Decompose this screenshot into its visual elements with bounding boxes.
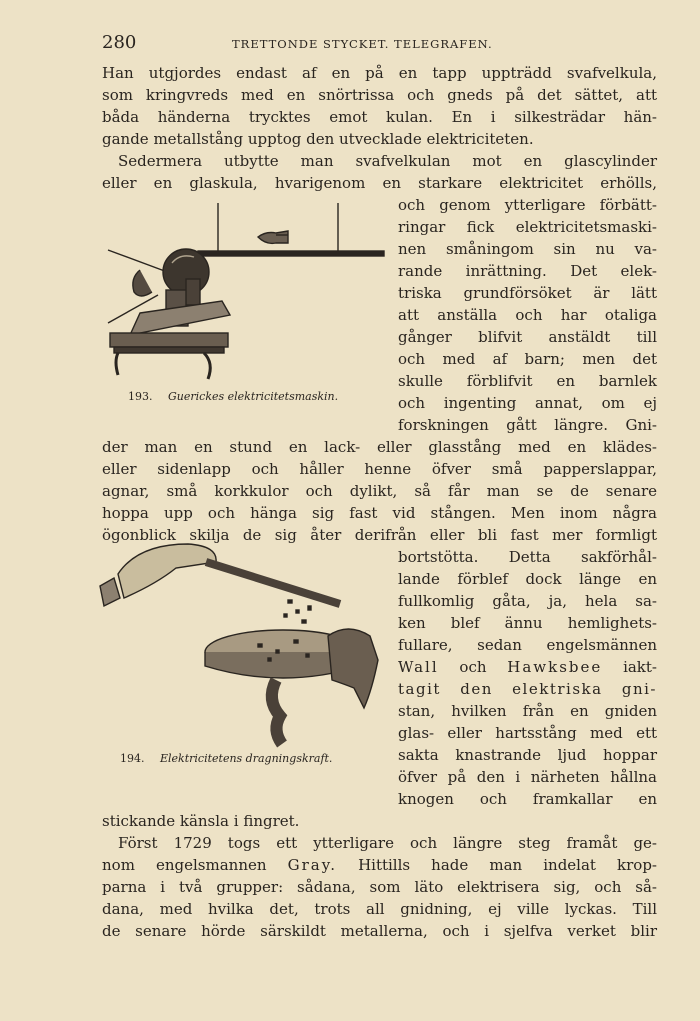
text-line: hoppa upp och hänga sig fast vid stången. Men inom några [102,504,657,522]
text-line: skulle förblifvit en barnlek [398,372,657,390]
text-line: och med af barn; men det [398,350,657,368]
figure-title: Elektricitetens dragningskraft. [160,752,333,765]
text-line: att anställa och har otaliga [398,306,657,324]
text-line: eller en glaskula, hvarigenom en starkare elektricitet erhölls, [102,174,657,192]
figure-194-engraving [98,540,380,750]
figure-193-caption [128,390,338,403]
text-line: och genom ytterligare förbätt- [398,196,657,214]
text-line: ögonblick skilja de sig åter derifrån eller bli fast mer formligt [102,526,657,544]
text-line: agnar, små korkkulor och dylikt, så får man se de senare [102,482,657,500]
text-line-gray [102,855,657,875]
word-fragment: iakt- [623,658,657,676]
text-line: och ingenting annat, om ej [398,394,657,412]
text-line: bortstötta. Detta sakförhål- [398,548,657,566]
text-line: fullkomlig gåta, ja, hela sa- [398,592,657,610]
text-line: Först 1729 togs ett ytterligare och längre steg framåt ge- [118,834,657,852]
text-line: tagit den elektriska gni- [398,680,657,698]
text-line: nen småningom sin nu va- [398,240,657,258]
text-line: ken blef ännu hemlighets- [398,614,657,632]
text-line: ringar fick elektricitetsmaski- [398,218,657,236]
text-line: glas- eller hartsstång med ett [398,724,657,742]
text-line: lande förblef dock länge en [398,570,657,588]
text-line: gånger blifvit anstäldt till [398,328,657,346]
text-line-names [398,657,657,677]
text-line: forskningen gått längre. Gni- [398,416,657,434]
text-line: knogen och framkallar en [398,790,657,808]
text-line: der man en stund en lack- eller glasstång med en klädes- [102,438,657,456]
figure-194-caption [120,752,332,765]
figure-193-engraving [100,195,390,400]
running-title: TRETTONDE STYCKET. TELEGRAFEN. [232,37,493,51]
text-fragment: nom engelsmannen [102,856,267,874]
person-name-gray: Gray. [287,856,337,874]
text-line: triska grundförsöket är lätt [398,284,657,302]
page-header [102,32,658,54]
text-line: stan, hvilken från en gniden [398,702,657,720]
text-line: sakta knastrande ljud hoppar [398,746,657,764]
text-line: båda händerna trycktes emot kulan. En i silkesträdar hän- [102,108,657,126]
text-line: dana, med hvilka det, trots all gnidning, ej ville lyckas. Till [102,900,657,918]
conjunction: och [459,658,487,676]
page-number: 280 [102,32,137,53]
text-line: parna i två grupper: sådana, som läto elektrisera sig, och så- [102,878,657,896]
text-line: gande metallstång upptog den utvecklade elektriciteten. [102,130,534,148]
text-line: fullare, sedan engelsmännen [398,636,657,654]
text-line: rande inrättning. Det elek- [398,262,657,280]
figure-number: 194. [120,752,145,765]
text-line: som kringvreds med en snörtrissa och gneds på det sättet, att [102,86,657,104]
text-line: de senare hörde särskildt metallerna, och i sjelfva verket blir [102,922,657,940]
text-line: Sedermera utbytte man svafvelkulan mot en glascylinder [118,152,657,170]
person-name-hawksbee: Hawksbee [507,658,603,676]
text-line: eller sidenlapp och håller henne öfver små papperslappar, [102,460,657,478]
text-line: öfver på den i närheten hållna [398,768,657,786]
figure-title: Guerickes elektricitetsmaskin. [168,390,339,403]
figure-number: 193. [128,390,153,403]
text-line: stickande känsla i fingret. [102,812,300,830]
person-name-wall: Wall [398,658,439,676]
text-fragment: Hittills hade man indelat krop- [358,856,657,874]
text-line: Han utgjordes endast af en på en tapp uppträdd svafvelkula, [102,64,657,82]
